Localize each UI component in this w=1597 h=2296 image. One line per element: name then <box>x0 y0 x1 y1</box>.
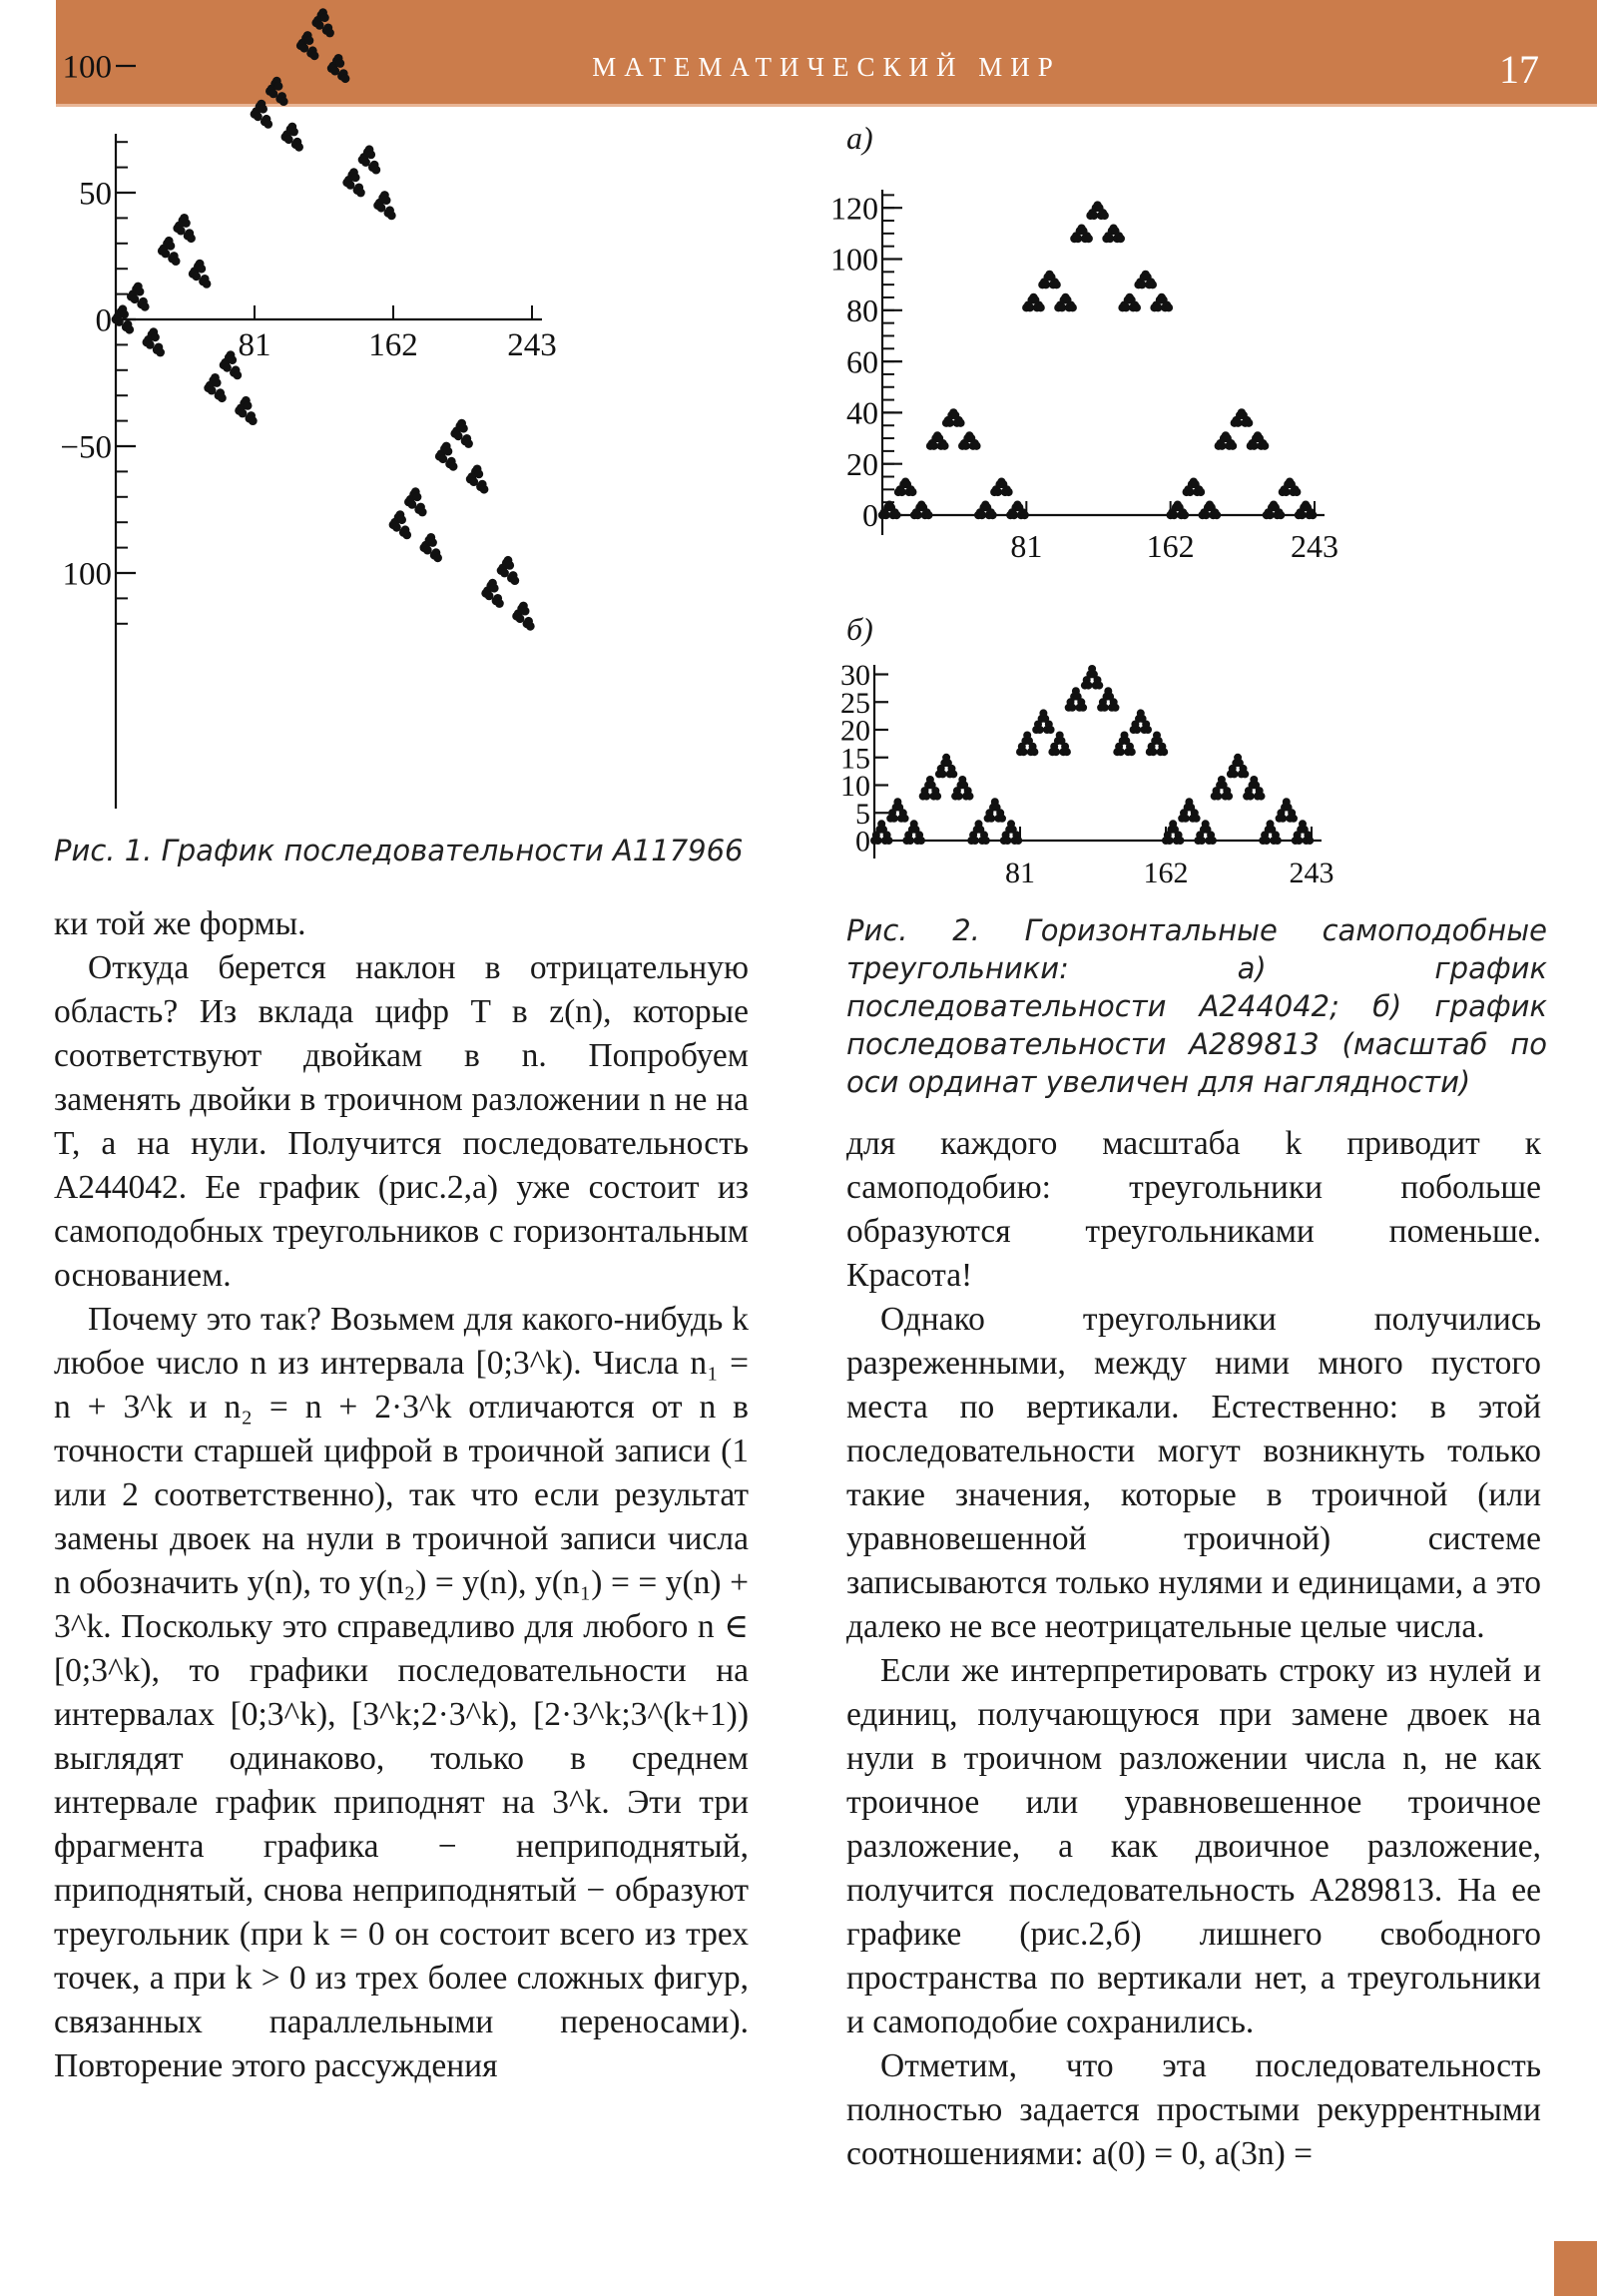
data-point <box>917 837 925 845</box>
data-point <box>120 310 129 319</box>
data-point <box>1247 793 1255 801</box>
data-point <box>325 29 334 38</box>
data-point <box>1069 303 1077 311</box>
data-point <box>259 105 267 114</box>
y-tick-label: 60 <box>846 343 878 380</box>
data-point <box>939 770 947 778</box>
x-tick-label: 162 <box>1143 857 1189 889</box>
data-point <box>1090 212 1098 220</box>
data-point <box>906 837 914 845</box>
data-point <box>480 485 489 494</box>
data-point <box>1263 837 1271 845</box>
y-tick-label: 15 <box>840 742 870 776</box>
data-point <box>351 173 360 182</box>
data-point <box>924 511 932 519</box>
data-point <box>264 120 272 129</box>
data-point <box>341 74 350 83</box>
data-point <box>505 561 514 570</box>
figure2-caption: Рис. 2. Горизонтальные самоподобные треугольники: а) график последовательности A244042; б) график последовательности A289813 (масштаб по оси ординат увеличен для наглядности) <box>846 913 1547 1099</box>
y-tick-label: −50 <box>60 429 112 466</box>
data-point <box>998 815 1006 823</box>
data-point <box>197 265 206 274</box>
paragraph: Откуда берется наклон в отрицательную область? Из вклада цифр T в z(n), которые соответствуют двойкам в n. Попробуем заменять двойки в троичном разложении n не на T, а на нули. Получится последовательность A244042. Ее график (рис.2,а) уже состоит из самоподобных треугольников с горизонтальным основанием. <box>54 949 749 1294</box>
data-point <box>956 419 964 427</box>
data-point <box>125 325 134 334</box>
data-point <box>294 143 303 152</box>
data-point <box>320 13 329 22</box>
data-point <box>187 234 196 243</box>
paragraph: Если же интерпретировать строку из нулей и единиц, получающуюся при замене двоек на нули в троичном разложении числа n, не как троичное или уравновешенное троичное разложение, а как двоичное разложение, получится последовательность A289813. На ее графике (рис.2,б) лишнего свободного пространства по вертикали нет, а треугольники и самоподобие сохранились. <box>846 1652 1541 2040</box>
data-point <box>167 242 176 251</box>
paragraph: для каждого масштаба k приводит к самоподобию: треугольники побольше образуются треугольниками поменьше. Красота! <box>846 1125 1541 1294</box>
y-tick-label: 50 <box>79 176 112 213</box>
right-column <box>846 1122 1541 2176</box>
data-point <box>1170 511 1178 519</box>
data-point <box>908 488 916 496</box>
data-point <box>526 622 535 631</box>
data-point <box>1225 793 1233 801</box>
data-point <box>1165 303 1173 311</box>
data-point <box>1279 815 1287 823</box>
data-point <box>1085 235 1093 243</box>
chart-a117966 <box>40 49 779 819</box>
data-point <box>1258 793 1266 801</box>
y-tick-label: 120 <box>830 190 878 227</box>
data-point <box>151 332 160 341</box>
data-point <box>874 837 882 845</box>
data-point <box>382 196 391 205</box>
data-point <box>274 82 283 91</box>
data-point <box>1003 837 1011 845</box>
data-point <box>1277 511 1285 519</box>
data-point <box>949 770 957 778</box>
data-point <box>1020 748 1028 756</box>
paragraph: Отметим, что эта последовательность полностью задается простыми рекуррентными соотношениями: a(0) = 0, a(3n) = <box>846 2047 1541 2172</box>
x-tick-label: 81 <box>1005 857 1035 889</box>
data-point <box>1101 704 1109 712</box>
data-point <box>1144 726 1152 734</box>
data-point <box>279 97 288 106</box>
data-point <box>305 36 314 45</box>
y-tick-label: 100 <box>830 241 878 278</box>
data-point <box>1229 442 1237 450</box>
x-tick-label: 162 <box>368 327 418 363</box>
data-point <box>1133 303 1141 311</box>
y-tick-label: 0 <box>95 302 112 339</box>
chart-a244042 <box>828 180 1557 569</box>
data-point <box>913 511 921 519</box>
page-number: 17 <box>1499 47 1539 92</box>
data-point <box>1020 511 1028 519</box>
data-point <box>510 576 519 585</box>
data-point <box>1063 748 1071 756</box>
data-point <box>244 401 253 410</box>
data-point <box>428 538 437 547</box>
data-point <box>1101 212 1109 220</box>
data-point <box>987 815 995 823</box>
chart-axes <box>60 50 556 809</box>
data-point <box>1293 488 1301 496</box>
data-point <box>418 508 427 517</box>
data-point <box>1052 748 1060 756</box>
data-point <box>1079 704 1087 712</box>
y-tick-label: 100 <box>62 556 112 593</box>
data-point <box>971 837 979 845</box>
paragraph: ки той же формы. <box>54 905 306 942</box>
data-point <box>156 348 165 357</box>
data-point <box>901 815 909 823</box>
data-point <box>464 439 473 448</box>
data-point <box>1047 726 1055 734</box>
journal-title: МАТЕМАТИЧЕСКИЙ МИР <box>592 52 1061 82</box>
data-point <box>402 531 411 540</box>
page-corner-marker <box>1554 2241 1597 2296</box>
y-tick-label: 10 <box>840 770 870 803</box>
data-point <box>289 128 298 137</box>
data-points <box>870 665 1314 845</box>
data-point <box>1213 511 1221 519</box>
data-point <box>172 257 181 266</box>
data-point <box>1295 837 1303 845</box>
data-point <box>218 393 227 402</box>
data-point <box>459 424 468 433</box>
data-point <box>490 584 499 593</box>
y-tick-label: 20 <box>846 445 878 482</box>
data-point <box>1198 837 1206 845</box>
data-point <box>1261 442 1269 450</box>
data-point <box>1209 837 1217 845</box>
data-point <box>356 189 365 198</box>
data-point <box>213 378 222 387</box>
data-point <box>433 553 442 562</box>
data-point <box>1133 726 1141 734</box>
chart-a289813 <box>828 659 1557 898</box>
y-tick-label: 100 <box>62 49 112 86</box>
data-point <box>1214 793 1222 801</box>
data-point <box>955 793 963 801</box>
x-tick-label: 81 <box>238 327 271 363</box>
data-point <box>1241 770 1249 778</box>
data-point <box>495 599 504 608</box>
y-tick-label: 25 <box>840 686 870 720</box>
figure1-caption: Рис. 1. График последовательности A117966 <box>54 834 744 867</box>
data-point <box>1036 726 1044 734</box>
data-point <box>1306 837 1314 845</box>
data-point <box>136 287 145 296</box>
data-point <box>1004 488 1012 496</box>
data-point <box>474 470 483 479</box>
data-point <box>366 151 375 160</box>
data-point <box>1149 281 1157 288</box>
data-point <box>387 212 396 221</box>
data-point <box>310 51 319 60</box>
data-point <box>1068 704 1076 712</box>
data-point <box>972 442 980 450</box>
data-point <box>1197 488 1205 496</box>
x-tick-label: 162 <box>1146 528 1195 564</box>
data-point <box>1274 837 1282 845</box>
chart-axes <box>840 659 1334 889</box>
y-tick-label: 20 <box>840 714 870 748</box>
data-point <box>1042 281 1050 288</box>
data-point <box>994 488 1002 496</box>
data-point <box>988 511 996 519</box>
chart-axes <box>830 190 1338 564</box>
data-point <box>233 371 242 380</box>
data-point <box>892 511 900 519</box>
data-point <box>444 447 453 456</box>
y-tick-label: 0 <box>862 497 878 534</box>
data-point <box>1117 235 1125 243</box>
y-tick-label: 40 <box>846 394 878 431</box>
data-point <box>249 416 258 425</box>
x-tick-label: 243 <box>507 327 557 363</box>
data-point <box>966 793 974 801</box>
data-point <box>141 302 150 311</box>
y-tick-label: 80 <box>846 292 878 328</box>
data-point <box>1112 704 1120 712</box>
data-point <box>922 793 930 801</box>
data-point <box>1193 815 1201 823</box>
data-point <box>397 515 406 524</box>
data-point <box>1182 815 1190 823</box>
data-point <box>1231 770 1239 778</box>
data-point <box>228 355 237 364</box>
figure2a-label: а) <box>846 120 873 156</box>
data-point <box>1166 837 1174 845</box>
y-tick-label: 30 <box>840 659 870 692</box>
data-point <box>1085 682 1093 690</box>
y-tick-label: 0 <box>855 825 870 859</box>
data-point <box>413 492 422 501</box>
data-point <box>182 219 191 228</box>
figure2b-label: б) <box>846 611 873 647</box>
data-point <box>371 166 380 175</box>
y-tick-label: 5 <box>855 797 870 831</box>
x-tick-label: 243 <box>1291 528 1338 564</box>
data-points <box>878 201 1318 519</box>
data-point <box>884 837 892 845</box>
data-point <box>1117 748 1125 756</box>
data-point <box>1181 511 1189 519</box>
data-point <box>1030 748 1038 756</box>
data-point <box>1128 748 1136 756</box>
data-point <box>1036 303 1044 311</box>
data-point <box>1218 442 1226 450</box>
data-point <box>933 793 941 801</box>
data-point <box>1290 815 1298 823</box>
data-point <box>335 59 344 68</box>
data-point <box>1160 748 1168 756</box>
data-point <box>1245 419 1253 427</box>
data-point <box>890 815 898 823</box>
paragraph: Почему это так? Возьмем для какого-нибудь k любое число n из интервала [0;3^k). Числа n₁ = n + 3^k и n₂ = n + 2·3^k отличаются от n в точности старшей цифрой в троичной записи (1 или 2 соответственно), так что если результат замены двоек на нули в троичной записи числа n обозначить y(n), то y(n₂) = y(n), y(n₁) = = y(n) + 3^k. Поскольку это справедливо для любого n ∈ [0;3^k), то графики последовательности на интервалах [0;3^k), [3^k;2·3^k), [2·3^k;3^(k+1)) выглядят одинаково, только в среднем интервале график приподнят на 3^k. Эти три фрагмента графика − неприподнятый, приподнятый, снова неприподнятый − образуют треугольник (при k = 0 он состоит всего из трех точек, а при k > 0 из трех более сложных фигур, связанных параллельными переносами). Повторение этого рассуждения <box>54 1301 749 2084</box>
data-point <box>982 837 990 845</box>
x-tick-label: 243 <box>1289 857 1334 889</box>
data-point <box>1052 281 1060 288</box>
left-column <box>54 902 749 2088</box>
data-point <box>1309 511 1317 519</box>
data-point <box>1095 682 1103 690</box>
data-point <box>1149 748 1157 756</box>
data-point <box>962 442 970 450</box>
data-point <box>940 442 948 450</box>
data-point <box>1298 511 1306 519</box>
data-point <box>1014 837 1022 845</box>
x-tick-label: 81 <box>1010 528 1043 564</box>
data-point <box>203 280 212 288</box>
page-header <box>56 0 1597 107</box>
paragraph: Однако треугольники получились разреженными, между ними много пустого места по вертикали. Естественно: в этой последовательности могут возникнуть только такие значения, которые в троичной (или уравновешенной троичной) системе записываются только нулями и единицами, а это далеко не все неотрицательные целые числа. <box>846 1301 1541 1645</box>
data-point <box>449 462 458 471</box>
data-point <box>1176 837 1184 845</box>
data-point <box>521 607 530 616</box>
